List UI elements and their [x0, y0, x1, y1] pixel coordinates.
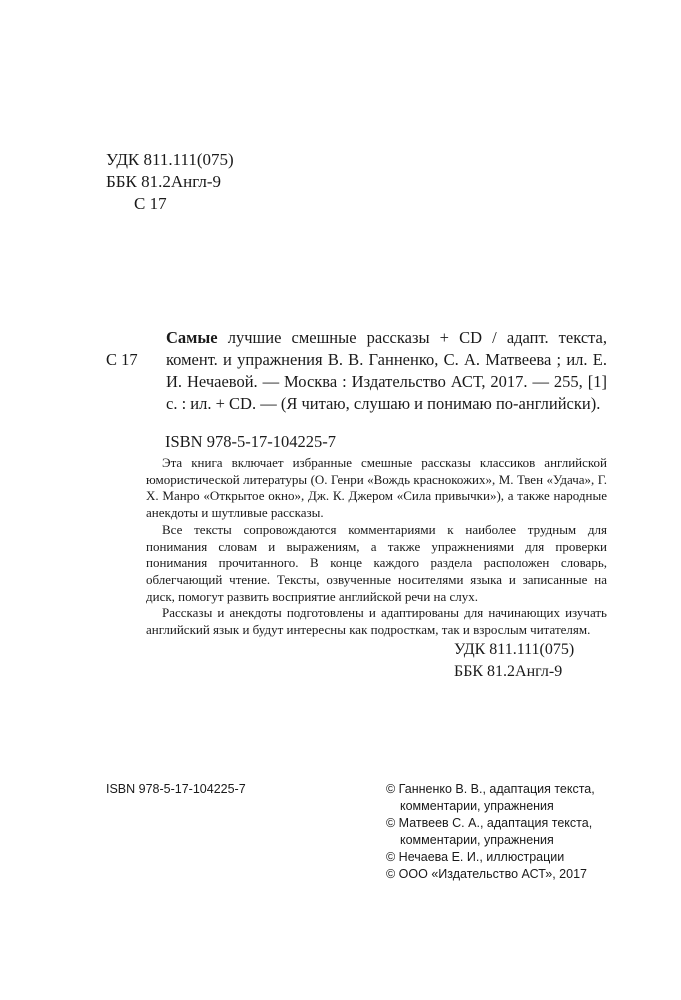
- copyright-line: © Ганненко В. В., адаптация текста, комментарии, упражнения: [386, 782, 595, 813]
- bbk-code-bottom: ББК 81.2Англ-9: [454, 663, 563, 680]
- record-author-sign: С 17: [106, 350, 138, 369]
- copyright-line: © Нечаева Е. И., иллюстрации: [386, 850, 565, 864]
- record-entry: [166, 327, 607, 415]
- author-sign: С 17: [134, 194, 167, 213]
- isbn-bottom: ISBN 978-5-17-104225-7: [106, 782, 246, 796]
- annotation-paragraph: Рассказы и анекдоты подготовлены и адаптированы для начинающих изучать английский язык и будут интересны как подросткам, так и взрослым читателям.: [146, 605, 607, 638]
- copyright-block: [386, 781, 616, 883]
- annotation-paragraph: Эта книга включает избранные смешные рассказы классиков английской юмористической литературы (О. Генри «Вождь краснокожих», М. Твен «Удача», Г. Х. Манро «Открытое окно», Дж. К. Джером «Сила привычки»), а также народные анекдоты и шутливые рассказы.: [146, 455, 607, 521]
- top-classification-codes: [106, 149, 234, 215]
- udk-code: УДК 811.111(075): [106, 150, 234, 169]
- bbk-code: ББК 81.2Англ-9: [106, 172, 221, 191]
- annotation-paragraph: Все тексты сопровождаются комментариями к наиболее трудным для понимания словам и выражениям, а также упражнениями для проверки понимания прочитанного. В конце каждого раздела расположен словарь, облегчающий чтение. Тексты, озвученные носителями языка и записанные на диск, помогут развить восприятие английской речи на слух.: [146, 521, 607, 604]
- record-isbn: ISBN 978-5-17-104225-7: [165, 432, 336, 451]
- record-entry-text: лучшие смешные рассказы + CD / адапт. текста, комент. и упражнения В. В. Ганненко, С. А. Матвеева ; ил. Е. И. Нечаевой. — Москва : Издательство АСТ, 2017. — 255, [1] с. : ил. + CD. — (Я читаю, слушаю и понимаю по-английски).: [166, 328, 608, 413]
- udk-code-bottom: УДК 811.111(075): [454, 641, 575, 658]
- copyright-line: © Матвеев С. А., адаптация текста, комментарии, упражнения: [386, 816, 593, 847]
- record-title-bold: Самые: [166, 328, 218, 347]
- copyright-line: © ООО «Издательство АСТ», 2017: [386, 867, 587, 881]
- bottom-classification-codes: [454, 639, 574, 683]
- annotation: [146, 455, 607, 639]
- bibliographic-record: [106, 327, 607, 415]
